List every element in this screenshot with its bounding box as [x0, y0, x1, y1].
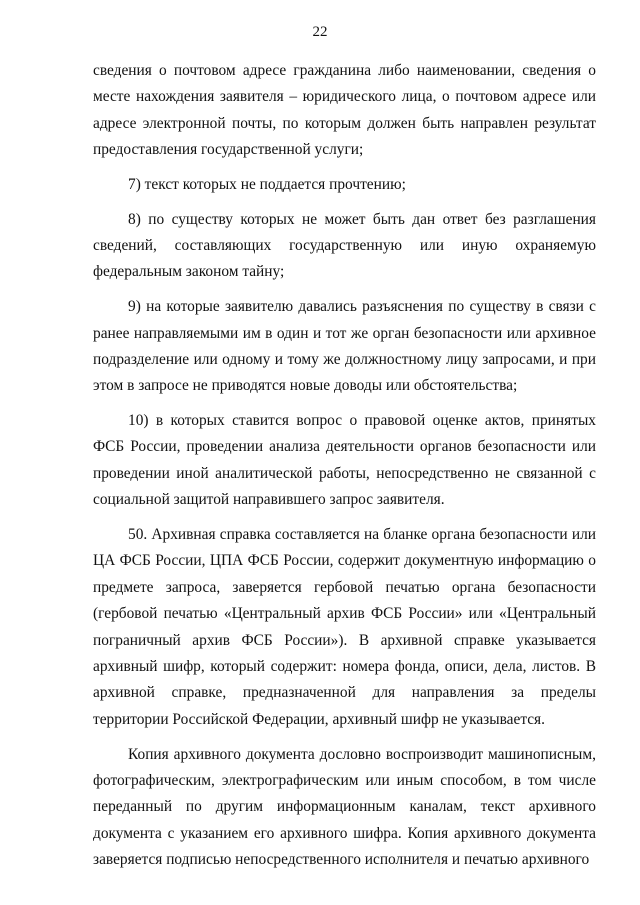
paragraph-continuation: сведения о почтовом адресе гражданина либо наименовании, сведения о месте нахождения заявителя – юридического лица, о почтовом адресе или адресе электронной почты, по которым должен быть направлен результат предоставления государственной услуги; — [93, 62, 596, 159]
paragraph-section-50: 50. Архивная справка составляется на бланке органа безопасности или ЦА ФСБ России, ЦПА ФСБ России, содержит документную информацию о предмете запроса, заверяется гербовой печатью органа безопасности (гербовой печатью «Центральный архив ФСБ России» или «Центральный пограничный архив ФСБ России»). В архивной справке указывается архивный шифр, который содержит: номера фонда, описи, дела, листов. В архивной справке, предназначенной для направления за пределы территории Российской Федерации, архивный шифр не указывается. — [93, 525, 596, 728]
paragraph-item-9: 9) на которые заявителю давались разъяснения по существу в связи с ранее направляемыми им в один и тот же орган безопасности или архивное подразделение или одному и тому же должностному лицу запросами, и при этом в запросе не приводятся новые доводы или обстоятельства; — [93, 298, 596, 395]
paragraph-item-8: 8) по существу которых не может быть дан ответ без разглашения сведений, составляющих государственную или иную охраняемую федеральным законом тайну; — [93, 210, 596, 281]
paragraph-item-10: 10) в которых ставится вопрос о правовой оценке актов, принятых ФСБ России, проведении анализа деятельности органов безопасности или проведении иной аналитической работы, непосредственно не связанной с социальной защитой направившего запрос заявителя. — [93, 412, 596, 509]
page-number: 22 — [312, 24, 328, 40]
document-body — [93, 58, 596, 882]
paragraph-archive-copy: Копия архивного документа дословно воспроизводит машинописным, фотографическим, электрографическим или иным способом, в том числе переданный по другим информационным каналам, текст архивного документа с указанием его архивного шифра. Копия архивного документа заверяется подписью непосредственного исполнителя и печатью архивного — [93, 745, 596, 869]
paragraph-item-7: 7) текст которых не поддается прочтению; — [128, 175, 406, 193]
